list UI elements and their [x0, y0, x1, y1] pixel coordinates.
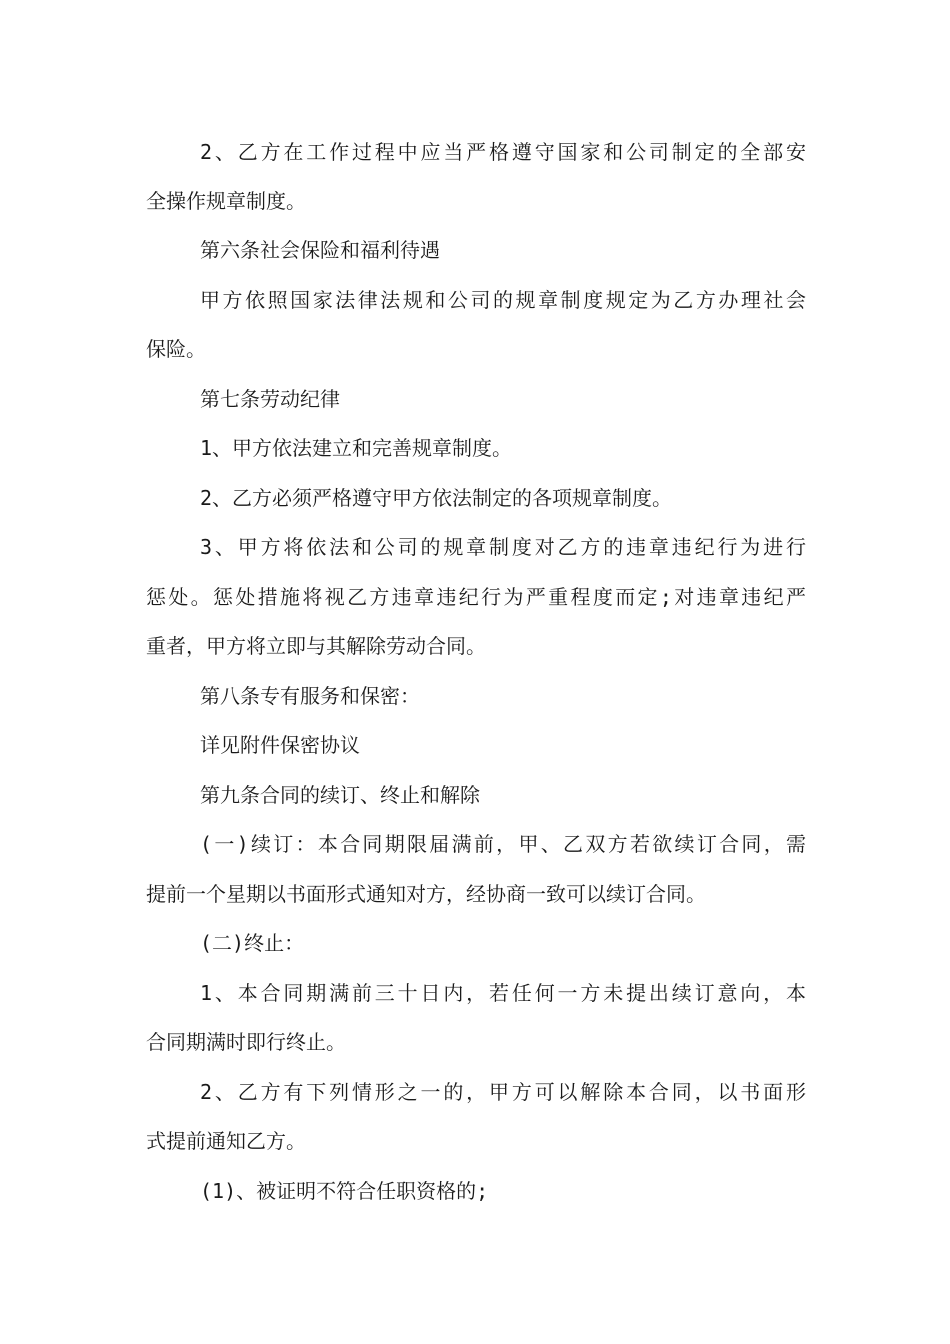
section-heading: 第七条劳动纪律	[200, 387, 340, 411]
text-line: (1)、被证明不符合任职资格的;	[200, 1179, 489, 1203]
text-line: 2、乙方必须严格遵守甲方依法制定的各项规章制度。	[200, 486, 673, 510]
text-line: 式提前通知乙方。	[146, 1129, 306, 1153]
text-line: 1、甲方依法建立和完善规章制度。	[200, 436, 513, 460]
text-line: (一)续订：本合同期限届满前，甲、乙双方若欲续订合同，需	[200, 832, 806, 856]
text-line: 3、甲方将依法和公司的规章制度对乙方的违章违纪行为进行	[200, 535, 806, 559]
text-line: 2、乙方在工作过程中应当严格遵守国家和公司制定的全部安	[200, 140, 806, 164]
text-line: (二)终止：	[200, 931, 305, 955]
text-line: 全操作规章制度。	[146, 189, 306, 213]
text-line: 2、乙方有下列情形之一的，甲方可以解除本合同，以书面形	[200, 1080, 806, 1104]
section-heading: 第九条合同的续订、终止和解除	[200, 783, 480, 807]
section-heading: 第八条专有服务和保密：	[200, 684, 420, 708]
text-line: 重者，甲方将立即与其解除劳动合同。	[146, 634, 486, 658]
section-heading: 第六条社会保险和福利待遇	[200, 238, 440, 262]
text-line: 合同期满时即行终止。	[146, 1030, 346, 1054]
text-line: 详见附件保密协议	[200, 733, 360, 757]
text-line: 甲方依照国家法律法规和公司的规章制度规定为乙方办理社会	[200, 288, 806, 312]
text-line: 提前一个星期以书面形式通知对方，经协商一致可以续订合同。	[146, 882, 706, 906]
text-line: 保险。	[146, 337, 206, 361]
text-line: 1、本合同期满前三十日内，若任何一方未提出续订意向，本	[200, 981, 806, 1005]
text-line: 惩处。惩处措施将视乙方违章违纪行为严重程度而定;对违章违纪严	[146, 585, 806, 609]
